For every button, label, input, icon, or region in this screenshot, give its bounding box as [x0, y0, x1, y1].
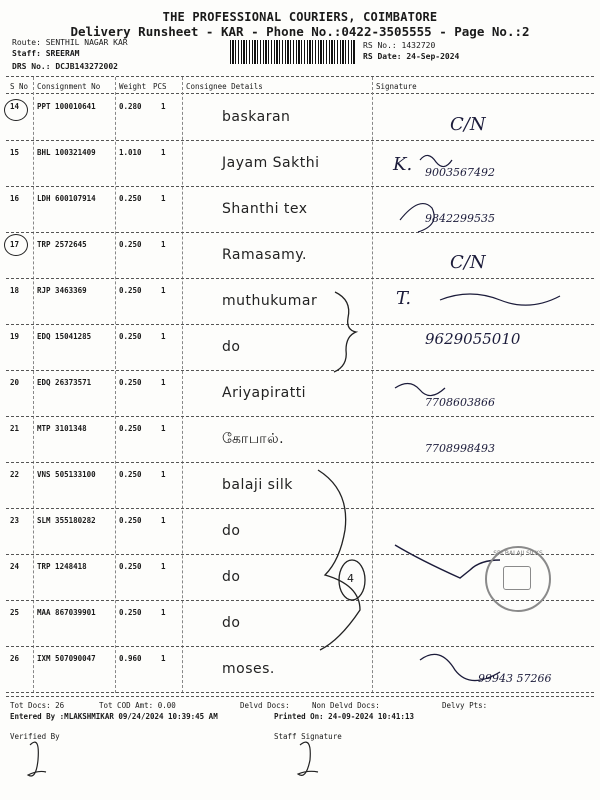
row-pcs: 1: [161, 424, 166, 433]
row-sno: 14: [10, 102, 20, 111]
row-phone: 99943 57266: [478, 672, 552, 685]
row-pcs: 1: [161, 148, 166, 157]
col-consignment: Consignment No: [37, 82, 101, 91]
row-sno: 15: [10, 148, 20, 157]
row-signature: T.: [396, 288, 412, 309]
staff-signature-label: Staff Signature: [274, 732, 342, 741]
row-consignee: moses.: [222, 661, 275, 677]
row-weight: 0.250: [119, 424, 142, 433]
row-weight: 0.250: [119, 378, 142, 387]
staff-signature-scrawl: [298, 742, 318, 775]
row-phone: 9003567492: [425, 166, 495, 179]
signature-scribble-15: [420, 155, 452, 166]
drs-label: DRS No.:: [12, 62, 51, 71]
row-weight: 0.250: [119, 332, 142, 341]
bracket-mark-18-19: [334, 292, 356, 372]
row-consignment: TRP 2572645: [37, 240, 87, 249]
row-consignee: baskaran: [222, 109, 291, 125]
row-signature: C/N: [450, 252, 486, 273]
row-weight: 0.250: [119, 608, 142, 617]
tot-cod-label: Tot COD Amt:: [99, 701, 154, 710]
row-pcs: 1: [161, 470, 166, 479]
row-pcs: 1: [161, 194, 166, 203]
row-sno: 19: [10, 332, 20, 341]
totals-rule: [6, 696, 594, 697]
row-consignment: VNS 505133100: [37, 470, 96, 479]
drs-value: DCJB143272002: [55, 62, 118, 71]
row-consignee: Jayam Sakthi: [222, 155, 320, 171]
row-sno: 17: [10, 240, 20, 249]
col-pcs: PCS: [153, 82, 167, 91]
verified-signature: [28, 742, 46, 776]
row-consignee: muthukumar: [222, 293, 318, 309]
row-consignment: MTP 3101348: [37, 424, 87, 433]
row-sno: 23: [10, 516, 20, 525]
row-consignee: do: [222, 615, 241, 631]
row-sno: 20: [10, 378, 20, 387]
row-pcs: 1: [161, 562, 166, 571]
row-consignee: கோபால்.: [222, 431, 285, 447]
row-consignment: EDQ 26373571: [37, 378, 92, 387]
row-weight: 0.250: [119, 286, 142, 295]
row-consignment: TRP 1248418: [37, 562, 87, 571]
row-phone: 7708998493: [425, 442, 495, 455]
signature-scribble-18: [440, 294, 560, 305]
row-consignment: EDQ 15041285: [37, 332, 92, 341]
rs-no-value: 1432720: [401, 41, 436, 50]
row-weight: 0.960: [119, 654, 142, 663]
row-consignment: PPT 100010641: [37, 102, 96, 111]
row-phone: 7708603866: [425, 396, 495, 409]
row-consignment: BHL 100321409: [37, 148, 96, 157]
signature-scribble-26: [420, 654, 500, 680]
row-phone: 9842299535: [425, 212, 495, 225]
col-signature: Signature: [376, 82, 417, 91]
tot-docs-label: Tot Docs:: [10, 701, 51, 710]
tot-docs-value: 26: [55, 701, 65, 710]
row-consignee: Shanthi tex: [222, 201, 308, 217]
stamp-center-icon: [503, 566, 531, 590]
non-delvd-docs: Non Delvd Docs:: [312, 701, 380, 710]
delvy-pts: Delvy Pts:: [442, 701, 488, 710]
col-sno: S No: [10, 82, 29, 91]
rs-date-value: 24-Sep-2024: [406, 52, 460, 61]
row-sno: 26: [10, 654, 20, 663]
tot-docs: [10, 701, 64, 710]
row-weight: 1.010: [119, 148, 142, 157]
col-consignee: Consignee Details: [186, 82, 263, 91]
circled-mark-label: 4: [347, 572, 354, 585]
row-sno: 21: [10, 424, 20, 433]
entered-by: Entered By :MLAKSHMIKAR 09/24/2024 10:39:45 AM: [10, 712, 218, 721]
row-pcs: 1: [161, 654, 166, 663]
row-phone: 9629055010: [425, 330, 521, 348]
row-pcs: 1: [161, 378, 166, 387]
row-consignee: do: [222, 569, 241, 585]
row-weight: 0.280: [119, 102, 142, 111]
tot-cod: [99, 701, 176, 710]
row-sno: 18: [10, 286, 20, 295]
company-stamp: [485, 546, 551, 612]
row-pcs: 1: [161, 240, 166, 249]
row-signature: K.: [393, 154, 413, 175]
route-value: SENTHIL NAGAR KAR: [45, 38, 128, 47]
tot-cod-value: 0.00: [157, 701, 176, 710]
row-consignee: do: [222, 339, 241, 355]
delvd-docs: Delvd Docs:: [240, 701, 290, 710]
row-sno: 25: [10, 608, 20, 617]
row-consignee: do: [222, 523, 241, 539]
row-weight: 0.250: [119, 516, 142, 525]
row-pcs: 1: [161, 332, 166, 341]
row-weight: 0.250: [119, 562, 142, 571]
row-consignee: balaji silk: [222, 477, 293, 493]
row-weight: 0.250: [119, 194, 142, 203]
row-pcs: 1: [161, 516, 166, 525]
staff-label: Staff:: [12, 49, 41, 58]
company-title: THE PROFESSIONAL COURIERS, COIMBATORE: [162, 10, 438, 24]
row-pcs: 1: [161, 608, 166, 617]
row-sno: 22: [10, 470, 20, 479]
runsheet-title: Delivery Runsheet - KAR - Phone No.:0422-3505555 - Page No.:2: [70, 24, 530, 39]
row-consignee: Ariyapiratti: [222, 385, 307, 401]
stamp-text: SRI BALAJI SILKS: [493, 550, 543, 557]
verified-by-label: Verified By: [10, 732, 60, 741]
row-signature: C/N: [450, 114, 486, 135]
row-weight: 0.250: [119, 470, 142, 479]
printed-on: Printed On: 24-09-2024 10:41:13: [274, 712, 414, 721]
stamp-signature-stroke: [395, 545, 500, 578]
row-consignment: LDH 600107914: [37, 194, 96, 203]
row-consignee: Ramasamy.: [222, 247, 307, 263]
row-consignment: MAA 867039901: [37, 608, 96, 617]
row-weight: 0.250: [119, 240, 142, 249]
row-sno: 16: [10, 194, 20, 203]
row-consignment: RJP 3463369: [37, 286, 87, 295]
row-sno: 24: [10, 562, 20, 571]
staff-value: SREERAM: [45, 49, 80, 58]
row-pcs: 1: [161, 102, 166, 111]
col-weight: Weight: [119, 82, 147, 91]
rs-no-label: RS No.:: [363, 41, 397, 50]
row-pcs: 1: [161, 286, 166, 295]
row-consignment: IXM 507090047: [37, 654, 96, 663]
route-label: Route:: [12, 38, 41, 47]
signature-scribble-16: [400, 204, 434, 232]
row-consignment: SLM 355180282: [37, 516, 96, 525]
signature-scribble-20: [395, 383, 445, 395]
rs-date-label: RS Date:: [363, 52, 402, 61]
